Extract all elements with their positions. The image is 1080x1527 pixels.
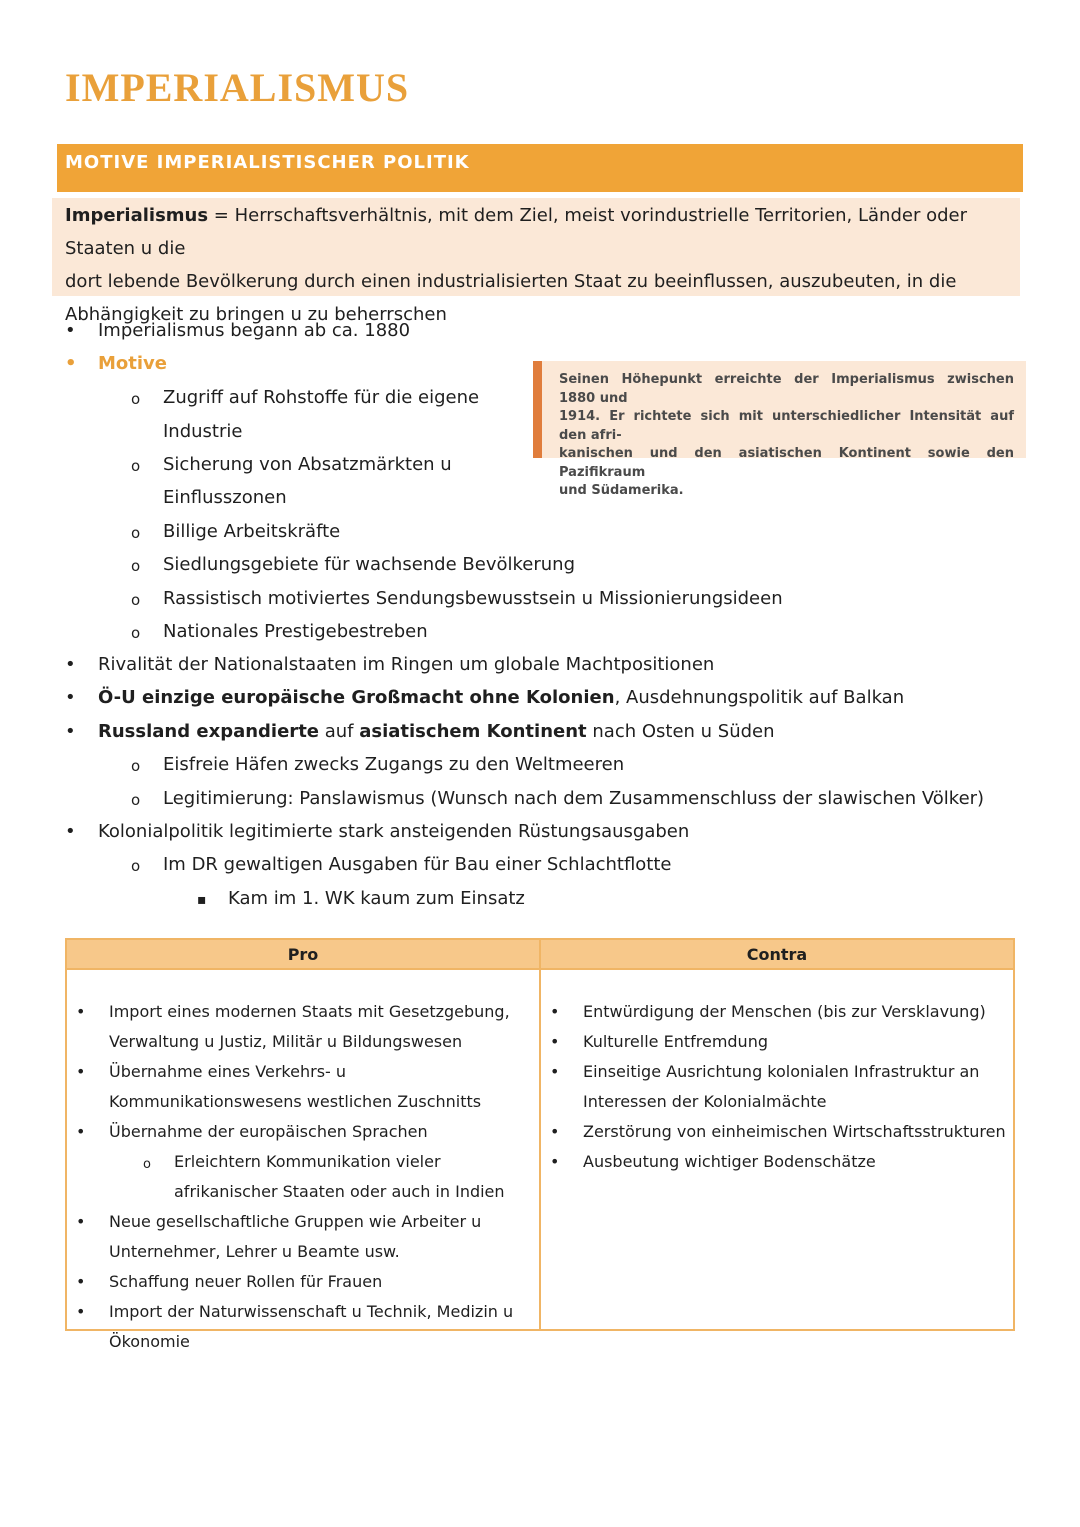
bullet-dot <box>550 1031 559 1053</box>
bullet-dot <box>76 1121 85 1143</box>
pro-item: Schaffung neuer Rollen für Frauen <box>109 1272 383 1291</box>
bullet-circle <box>131 454 140 478</box>
contra-cell <box>540 969 1014 1330</box>
definition-term: Imperialismus <box>65 205 209 226</box>
pro-item: Ökonomie <box>109 1332 190 1351</box>
bullet-circle <box>131 521 140 545</box>
bullet-circle <box>143 1152 151 1176</box>
bullet-dot <box>76 1001 85 1023</box>
list-item: Legitimierung: Panslawismus (Wunsch nach dem Zusammenschluss der slawischen Völker) <box>163 788 985 809</box>
bullet-circle <box>131 788 140 812</box>
list-item: Rivalität der Nationalstaaten im Ringen um globale Machtpositionen <box>98 654 715 675</box>
list-item: Eisfreie Häfen zwecks Zugangs zu den Weltmeeren <box>163 754 625 775</box>
pro-item: Kommunikationswesens westlichen Zuschnitts <box>109 1092 482 1111</box>
bullet-circle <box>131 854 140 878</box>
list-item: Kam im 1. WK kaum zum Einsatz <box>228 888 525 909</box>
contra-item: Entwürdigung der Menschen (bis zur Versklavung) <box>583 1002 986 1021</box>
pro-item: Verwaltung u Justiz, Militär u Bildungswesen <box>109 1032 463 1051</box>
bullet-dot <box>76 1211 85 1233</box>
pro-cell <box>66 969 540 1351</box>
text: , Ausdehnungspolitik auf Balkan <box>614 687 905 708</box>
bullet-circle <box>131 554 140 578</box>
pro-item: Import der Naturwissenschaft u Technik, Medizin u <box>109 1302 514 1321</box>
definition-text: dort lebende Bevölkerung durch einen industrialisierten Staat zu beeinflussen, auszubeuten, in die <box>65 271 957 292</box>
contra-item: Kulturelle Entfremdung <box>583 1032 768 1051</box>
info-quote-box <box>533 361 1026 498</box>
bullet-dot <box>550 1061 559 1083</box>
pro-item: Erleichtern Kommunikation vieler <box>174 1152 441 1171</box>
quote-line: und Südamerika. <box>559 483 684 498</box>
bullet-circle <box>131 387 140 411</box>
text: auf <box>319 721 360 742</box>
quote-line: kanischen und den asiatischen Kontinent sowie den Pazifikraum <box>559 446 1014 480</box>
bullet-dot <box>65 352 77 376</box>
pro-contra-table <box>65 938 1015 1351</box>
definition-text: Abhängigkeit zu bringen u zu beherrschen <box>65 304 447 325</box>
list-item: Rassistisch motiviertes Sendungsbewusstsein u Missionierungsideen <box>163 588 783 609</box>
quote-line: Seinen Höhepunkt erreichte der Imperialismus zwischen 1880 und <box>559 372 1014 406</box>
bullet-dot <box>76 1271 85 1293</box>
bullet-circle <box>131 621 140 645</box>
bullet-dot <box>76 1061 85 1083</box>
bold-text: Russland expandierte <box>98 721 320 742</box>
list-item: Nationales Prestigebestreben <box>163 621 428 642</box>
bullet-dot <box>65 319 76 343</box>
pro-item: Neue gesellschaftliche Gruppen wie Arbeiter u <box>109 1212 482 1231</box>
list-item-heading: Motive <box>98 353 167 374</box>
pro-item: Übernahme eines Verkehrs- u <box>109 1062 347 1081</box>
list-item: Sicherung von Absatzmärkten u <box>163 454 452 475</box>
definition-text: = Herrschaftsverhältnis, mit dem Ziel, meist vorindustrielle Territorien, Länder oder Staaten u die <box>65 205 968 259</box>
list-item: Einflusszonen <box>163 487 287 508</box>
bullet-dot <box>65 653 76 677</box>
contra-item: Ausbeutung wichtiger Bodenschätze <box>583 1152 876 1171</box>
bullet-circle <box>131 588 140 612</box>
list-item: Billige Arbeitskräfte <box>163 521 341 542</box>
bold-text: Ö-U einzige europäische Großmacht ohne Kolonien <box>98 687 615 708</box>
list-item: Siedlungsgebiete für wachsende Bevölkerung <box>163 554 575 575</box>
contra-item: Zerstörung von einheimischen Wirtschaftsstrukturen <box>583 1122 1006 1141</box>
contra-item: Einseitige Ausrichtung kolonialen Infrastruktur an <box>583 1062 980 1081</box>
pro-item: Übernahme der europäischen Sprachen <box>109 1122 428 1141</box>
page-title: IMPERIALISMUS <box>65 65 410 110</box>
bullet-dot <box>65 820 76 844</box>
bold-text: asiatischem Kontinent <box>359 721 587 742</box>
bullet-dot <box>550 1001 559 1023</box>
list-item: Kolonialpolitik legitimierte stark ansteigenden Rüstungsausgaben <box>98 821 690 842</box>
list-item <box>98 686 904 710</box>
bullet-dot <box>550 1121 559 1143</box>
bullet-dot <box>76 1301 85 1323</box>
list-item: Imperialismus begann ab ca. 1880 <box>98 320 411 341</box>
bullet-square <box>197 887 207 912</box>
pro-header: Pro <box>66 939 540 969</box>
pro-item: afrikanischer Staaten oder auch in Indien <box>174 1182 505 1201</box>
contra-header: Contra <box>540 939 1014 969</box>
list-item: Industrie <box>163 421 243 442</box>
list-item: Im DR gewaltigen Ausgaben für Bau einer Schlachtflotte <box>163 854 672 875</box>
list-item <box>98 720 775 744</box>
definition-box <box>52 198 1020 325</box>
bullet-dot <box>65 686 76 710</box>
bullet-circle <box>131 754 140 778</box>
contra-item: Interessen der Kolonialmächte <box>583 1092 827 1111</box>
text: nach Osten u Süden <box>586 721 775 742</box>
list-item: Zugriff auf Rohstoffe für die eigene <box>163 387 480 408</box>
bullet-dot <box>550 1151 559 1173</box>
quote-line: 1914. Er richtete sich mit unterschiedlicher Intensität auf den afri- <box>559 409 1014 443</box>
pro-item: Unternehmer, Lehrer u Beamte usw. <box>109 1242 400 1261</box>
bullet-dot <box>65 720 76 744</box>
section-heading: MOTIVE IMPERIALISTISCHER POLITIK <box>57 144 1023 192</box>
pro-item: Import eines modernen Staats mit Gesetzgebung, <box>109 1002 510 1021</box>
